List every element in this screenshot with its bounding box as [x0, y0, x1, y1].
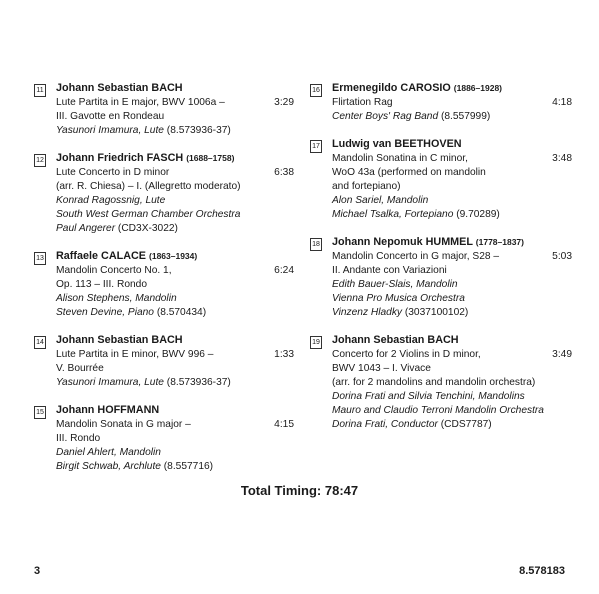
track-body — [56, 402, 294, 474]
composer-years: (1886–1928) — [453, 83, 503, 93]
composer-heading — [56, 248, 294, 264]
performer-line — [56, 292, 294, 306]
work-title-text: Mandolin Concerto in G major, S28 – — [332, 251, 500, 262]
composer-surname: BACH — [151, 334, 183, 346]
performer-name: Steven Devine, Piano — [56, 307, 154, 318]
work-title-text: BWV 1043 – I. Vivace — [332, 363, 431, 374]
performer-line — [332, 278, 572, 292]
work-title-line — [332, 180, 572, 194]
catalogue-ref: (CDS7787) — [437, 419, 492, 430]
work-title-line — [56, 362, 294, 376]
track-entry — [34, 80, 294, 138]
performer-line — [332, 418, 572, 432]
catalogue-ref: (8.557716) — [160, 461, 214, 472]
performer-line — [332, 292, 572, 306]
work-title-line — [56, 278, 294, 292]
performer-line — [332, 208, 572, 222]
composer-surname: CAROSIO — [400, 82, 451, 94]
work-title-text: WoO 43a (performed on mandolin — [332, 167, 486, 178]
performer-name: Paul Angerer — [56, 223, 116, 234]
performer-name: Dorina Frati and Silvia Tenchini, Mandolins — [332, 391, 525, 402]
track-number-box: 13 — [34, 252, 46, 265]
performer-name: Alon Sariel, Mandolin — [332, 195, 429, 206]
composer-heading — [332, 136, 572, 152]
composer-first-name: Raffaele — [56, 250, 99, 262]
work-title-text: (arr. for 2 mandolins and mandolin orchestra) — [332, 377, 536, 388]
composer-first-name: Johann Sebastian — [56, 334, 149, 346]
work-title-line — [332, 166, 572, 180]
track-duration: 3:29 — [274, 97, 294, 108]
total-timing: Total Timing: 78:47 — [240, 483, 359, 498]
track-duration: 6:38 — [274, 167, 294, 178]
composer-heading — [332, 80, 572, 96]
performer-line — [56, 376, 294, 390]
track-number-box: 18 — [310, 238, 322, 251]
composer-first-name: Johann Sebastian — [56, 82, 149, 94]
performer-name: Daniel Ahlert, Mandolin — [56, 447, 161, 458]
track-duration: 1:33 — [274, 349, 294, 360]
composer-heading — [56, 150, 294, 166]
catalogue-ref: (CD3X-3022) — [115, 223, 178, 234]
track-entry — [310, 332, 572, 432]
performer-line — [56, 194, 294, 208]
tracklist-left-column — [34, 80, 294, 486]
performer-name: Birgit Schwab, Archlute — [56, 461, 161, 472]
work-title-line — [332, 152, 572, 166]
work-title-line — [332, 348, 572, 362]
work-title-text: Concerto for 2 Violins in D minor, — [332, 349, 481, 360]
performer-line — [332, 194, 572, 208]
work-title-line — [56, 418, 294, 432]
track-entry — [34, 402, 294, 474]
performer-line — [56, 222, 294, 236]
track-body — [332, 136, 572, 222]
performer-name: Konrad Ragossnig, Lute — [56, 195, 166, 206]
track-duration: 6:24 — [274, 265, 294, 276]
performer-line — [332, 404, 572, 418]
work-title-line — [56, 180, 294, 194]
track-entry — [310, 234, 572, 320]
track-entry — [310, 136, 572, 222]
performer-line — [332, 110, 572, 124]
catalogue-ref: (8.557999) — [438, 111, 491, 122]
composer-first-name: Johann Sebastian — [332, 334, 425, 346]
performer-line — [332, 306, 572, 320]
performer-name: Michael Tsalka, Fortepiano — [332, 209, 454, 220]
track-entry — [34, 248, 294, 320]
performer-name: Vienna Pro Musica Orchestra — [332, 293, 465, 304]
composer-heading — [56, 80, 294, 96]
page-number: 3 — [34, 565, 41, 577]
composer-heading — [332, 234, 572, 250]
work-title-text: Mandolin Concerto No. 1, — [56, 265, 172, 276]
performer-name: Vinzenz Hladky — [332, 307, 403, 318]
performer-line — [56, 460, 294, 474]
composer-years: (1688–1758) — [186, 153, 235, 163]
work-title-text: II. Andante con Variazioni — [332, 265, 447, 276]
track-duration: 4:18 — [552, 97, 572, 108]
work-title-text: Mandolin Sonata in G major – — [56, 419, 191, 430]
composer-first-name: Ludwig van — [332, 138, 392, 150]
performer-line — [56, 208, 294, 222]
track-duration: 5:03 — [552, 251, 572, 262]
track-entry — [310, 80, 572, 124]
track-number-box: 14 — [34, 336, 46, 349]
track-body — [56, 248, 294, 320]
performer-line — [56, 306, 294, 320]
performer-name: Mauro and Claudio Terroni Mandolin Orchestra — [332, 405, 544, 416]
work-title-line — [332, 96, 572, 110]
composer-surname: HUMMEL — [425, 236, 473, 248]
performer-name: South West German Chamber Orchestra — [56, 209, 241, 220]
track-number-box: 12 — [34, 154, 46, 167]
track-body — [56, 332, 294, 390]
track-duration: 3:48 — [552, 153, 572, 164]
track-number-box: 11 — [34, 84, 46, 97]
catalogue-number: 8.578183 — [519, 565, 565, 577]
composer-first-name: Ermenegildo — [332, 82, 398, 94]
performer-name: Yasunori Imamura, Lute — [56, 377, 164, 388]
track-body — [332, 332, 572, 432]
catalogue-ref: (8.573936-37) — [163, 125, 231, 136]
track-entry — [34, 332, 294, 390]
composer-heading — [332, 332, 572, 348]
track-duration: 4:15 — [274, 419, 294, 430]
composer-surname: HOFFMANN — [97, 404, 160, 416]
work-title-line — [56, 348, 294, 362]
composer-surname: CALACE — [101, 250, 147, 262]
work-title-line — [332, 376, 572, 390]
work-title-line — [56, 96, 294, 110]
track-number-box: 19 — [310, 336, 322, 349]
track-number-box: 15 — [34, 406, 46, 419]
work-title-line — [56, 264, 294, 278]
performer-name: Dorina Frati, Conductor — [332, 419, 438, 430]
work-title-text: Mandolin Sonatina in C minor, — [332, 153, 468, 164]
catalogue-ref: (3037100102) — [402, 307, 469, 318]
work-title-line — [332, 362, 572, 376]
performer-name: Center Boys' Rag Band — [332, 111, 439, 122]
track-body — [56, 80, 294, 138]
work-title-text: V. Bourrée — [56, 363, 104, 374]
track-body — [56, 150, 294, 236]
track-body — [332, 234, 572, 320]
composer-heading — [56, 332, 294, 348]
track-body — [332, 80, 572, 124]
work-title-text: (arr. R. Chiesa) – I. (Allegretto moderato) — [56, 181, 241, 192]
performer-line — [332, 390, 572, 404]
composer-first-name: Johann Nepomuk — [332, 236, 423, 248]
work-title-text: Lute Concerto in D minor — [56, 167, 170, 178]
catalogue-ref: (9.70289) — [453, 209, 500, 220]
catalogue-ref: (8.573936-37) — [163, 377, 231, 388]
composer-surname: BACH — [151, 82, 183, 94]
performer-name: Yasunori Imamura, Lute — [56, 125, 164, 136]
catalogue-ref: (8.570434) — [153, 307, 207, 318]
performer-name: Edith Bauer-Slais, Mandolin — [332, 279, 458, 290]
work-title-text: Lute Partita in E major, BWV 1006a – — [56, 97, 225, 108]
tracklist-right-column — [310, 80, 572, 444]
work-title-text: Flirtation Rag — [332, 97, 393, 108]
work-title-line — [332, 250, 572, 264]
work-title-line — [332, 264, 572, 278]
work-title-line — [56, 166, 294, 180]
performer-line — [56, 124, 294, 138]
composer-first-name: Johann Friedrich — [56, 152, 144, 164]
work-title-text: and fortepiano) — [332, 181, 401, 192]
work-title-text: III. Rondo — [56, 433, 101, 444]
composer-surname: BEETHOVEN — [394, 138, 462, 150]
performer-line — [56, 446, 294, 460]
composer-years: (1863–1934) — [149, 251, 198, 261]
track-number-box: 17 — [310, 140, 322, 153]
work-title-text: Lute Partita in E minor, BWV 996 – — [56, 349, 214, 360]
performer-name: Alison Stephens, Mandolin — [56, 293, 177, 304]
track-entry — [34, 150, 294, 236]
work-title-text: Op. 113 – III. Rondo — [56, 279, 147, 290]
track-duration: 3:49 — [552, 349, 572, 360]
work-title-text: III. Gavotte en Rondeau — [56, 111, 165, 122]
composer-surname: FASCH — [146, 152, 184, 164]
work-title-line — [56, 110, 294, 124]
composer-years: (1778–1837) — [475, 237, 524, 247]
composer-first-name: Johann — [56, 404, 95, 416]
track-number-box: 16 — [310, 84, 322, 97]
composer-surname: BACH — [427, 334, 459, 346]
work-title-line — [56, 432, 294, 446]
composer-heading — [56, 402, 294, 418]
